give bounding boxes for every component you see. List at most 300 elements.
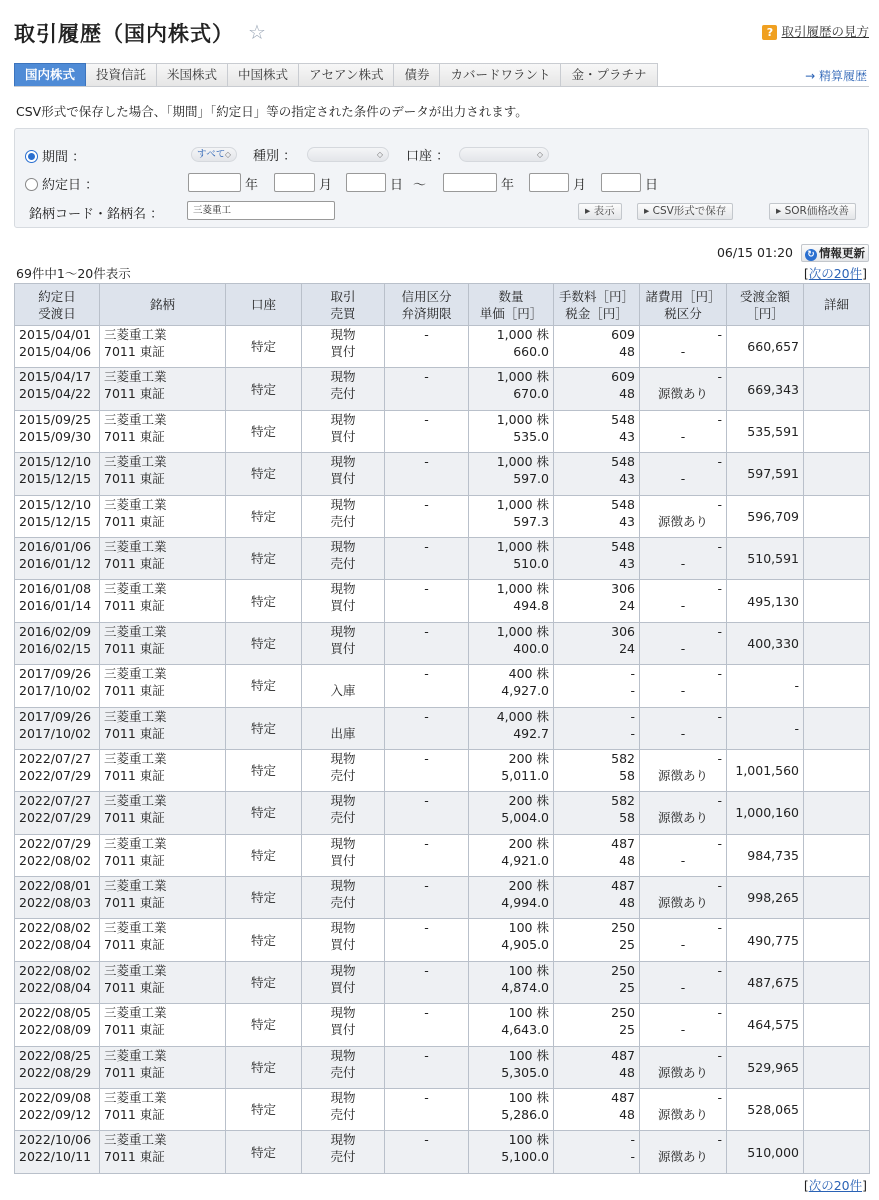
cell-line: 買付: [330, 852, 356, 868]
cell-line: 現物: [330, 1132, 356, 1148]
cell-line: -: [630, 666, 635, 682]
cell-line: 548: [611, 454, 635, 470]
cell-line: 7011 東証: [104, 555, 165, 571]
cell-line: -: [424, 1005, 429, 1021]
cell-trade: [302, 961, 385, 1003]
cell-line: 7011 東証: [104, 598, 165, 614]
cell-line: -: [717, 327, 722, 342]
cell-line: [385, 682, 468, 699]
cell-line: 現物: [330, 411, 356, 427]
cell-line: 2022/08/04: [19, 937, 92, 953]
range-tilde: 〜: [413, 178, 427, 193]
tab-gold-platinum[interactable]: 金・プラチナ: [561, 63, 657, 87]
cell-line: 25: [619, 937, 635, 953]
cell-dates: [15, 707, 100, 749]
cell-line: 100 株: [508, 920, 549, 936]
cell-credit: [385, 495, 469, 537]
cell-detail[interactable]: [804, 1089, 870, 1131]
cell-line: 源徴あり: [657, 1107, 708, 1123]
from-month-input[interactable]: [274, 173, 315, 192]
cell-line: 2017/10/02: [19, 725, 92, 741]
trade-history-table: [14, 283, 870, 1174]
cell-line: 2016/02/09: [19, 623, 92, 639]
cell-amount: 597,591: [727, 453, 804, 495]
to-month-input[interactable]: [529, 173, 569, 192]
trade-date-radio[interactable]: [25, 178, 38, 191]
csv-save-button[interactable]: [637, 203, 733, 220]
cell-credit: [385, 707, 469, 749]
cell-line: -: [424, 793, 429, 809]
cell-line: 25: [619, 1022, 635, 1038]
cell-line: 250: [611, 920, 635, 936]
refresh-button[interactable]: [801, 244, 869, 262]
cell-line: 100 株: [508, 1090, 549, 1106]
cell-security: [100, 707, 226, 749]
cell-line: 2022/07/29: [19, 810, 92, 826]
cell-line: 2016/01/08: [19, 581, 92, 597]
cell-detail[interactable]: [804, 749, 870, 791]
tab-bond[interactable]: 債券: [394, 63, 440, 87]
cell-credit: [385, 834, 469, 876]
cell-line: 現物: [330, 327, 356, 342]
day-label: 日: [645, 178, 659, 193]
cell-line: 買付: [330, 344, 356, 359]
cell-detail[interactable]: [804, 665, 870, 707]
cell-account: 特定: [226, 453, 302, 495]
cell-line: 三菱重工業: [104, 835, 167, 851]
cell-line: 7011 東証: [104, 1149, 165, 1165]
cell-account: 特定: [226, 665, 302, 707]
cell-fee: [554, 580, 640, 622]
cell-trade: [302, 622, 385, 664]
cell-security: [100, 877, 226, 919]
cell-line: [302, 708, 384, 725]
cell-fee: [554, 665, 640, 707]
cell-line: 100 株: [508, 1047, 549, 1063]
cell-line: -: [717, 793, 722, 809]
table-row: [15, 792, 870, 834]
chevron-icon: ◇: [376, 150, 383, 159]
cell-line: 609: [611, 327, 635, 342]
cell-dates: [15, 410, 100, 452]
cell-trade: [302, 792, 385, 834]
cell-detail[interactable]: [804, 1131, 870, 1173]
code-input[interactable]: 三菱重工: [187, 201, 335, 220]
cell-security: [100, 622, 226, 664]
cell-detail[interactable]: [804, 368, 870, 410]
trade-date-row: [25, 174, 98, 193]
cell-line: 100 株: [508, 1132, 549, 1148]
cell-line: [385, 555, 468, 572]
cell-dates: [15, 1089, 100, 1131]
cell-line: 2015/04/01: [19, 327, 92, 342]
table-row: [15, 919, 870, 961]
cell-account: 特定: [226, 495, 302, 537]
cell-other: [640, 961, 727, 1003]
to-year-input[interactable]: [443, 173, 497, 192]
cell-amount: 400,330: [727, 622, 804, 664]
cell-detail[interactable]: [804, 326, 870, 368]
show-button-label: 表示: [593, 205, 615, 217]
cell-line: 2016/01/12: [19, 555, 92, 571]
cell-trade: [302, 326, 385, 368]
cell-detail[interactable]: [804, 453, 870, 495]
cell-amount: -: [727, 707, 804, 749]
next-page-top: [次の20件]: [803, 266, 867, 281]
cell-line: 43: [619, 428, 635, 444]
cell-line: 2015/12/15: [19, 471, 92, 487]
cell-dates: [15, 834, 100, 876]
cell-line: -: [680, 1022, 686, 1038]
cell-other: [640, 792, 727, 834]
cell-credit: [385, 453, 469, 495]
cell-detail[interactable]: [804, 1046, 870, 1088]
cell-line: 4,927.0: [501, 683, 549, 699]
to-day-input[interactable]: [601, 173, 641, 192]
account-select[interactable]: [459, 147, 549, 162]
cell-credit: [385, 368, 469, 410]
cell-dates: [15, 877, 100, 919]
cell-other: [640, 919, 727, 961]
from-day-input[interactable]: [346, 173, 386, 192]
cell-detail[interactable]: [804, 537, 870, 579]
col-date: 約定日 受渡日: [15, 284, 100, 326]
table-row: [15, 580, 870, 622]
table-row: [15, 834, 870, 876]
cell-line: -: [717, 369, 722, 385]
cell-line: 現物: [330, 369, 356, 385]
cell-line: 1,000 株: [496, 369, 549, 385]
cell-detail[interactable]: [804, 622, 870, 664]
cell-account: 特定: [226, 919, 302, 961]
page-title: 取引履歴（国内株式）: [14, 22, 234, 46]
update-time: 06/15 01:20: [716, 245, 794, 260]
period-select[interactable]: [191, 147, 237, 162]
cell-detail[interactable]: [804, 495, 870, 537]
table-header: [15, 284, 870, 326]
cell-line: 7011 東証: [104, 344, 165, 359]
cell-line: 58: [619, 767, 635, 783]
cell-line: -: [424, 411, 429, 427]
cell-line: -: [717, 878, 722, 894]
next-page-link[interactable]: 次の20件: [808, 1178, 863, 1193]
cell-detail[interactable]: [804, 1004, 870, 1046]
cell-credit: [385, 749, 469, 791]
cell-line: 1,000 株: [496, 538, 549, 554]
cell-trade: [302, 1089, 385, 1131]
cell-security: [100, 537, 226, 579]
col-trade: 取引 売買: [302, 284, 385, 326]
csv-notice: CSV形式で保存した場合、「期間」「約定日」等の指定された条件のデータが出力されます。: [16, 104, 528, 119]
cell-line: 2022/08/01: [19, 878, 92, 894]
cell-qty: [469, 1046, 554, 1088]
cell-other: [640, 877, 727, 919]
type-label: 種別 ：: [253, 149, 297, 164]
table-row: [15, 537, 870, 579]
cell-qty: [469, 622, 554, 664]
search-form: [14, 128, 869, 228]
col-credit: 信用区分 弁済期限: [385, 284, 469, 326]
cell-line: -: [717, 708, 722, 724]
col-amount: 受渡金額 ［円］: [727, 284, 804, 326]
cell-security: [100, 326, 226, 368]
cell-line: -: [424, 496, 429, 512]
cell-detail[interactable]: [804, 792, 870, 834]
cell-line: 売付: [330, 555, 356, 571]
cell-line: 三菱重工業: [104, 538, 167, 554]
cell-amount: 669,343: [727, 368, 804, 410]
cell-line: 250: [611, 1005, 635, 1021]
col-fee: 手数料［円］ 税金［円］: [554, 284, 640, 326]
cell-line: -: [630, 1149, 635, 1165]
cell-line: 48: [619, 852, 635, 868]
cell-security: [100, 919, 226, 961]
cell-line: 100 株: [508, 962, 549, 978]
cell-line: 7011 東証: [104, 1064, 165, 1080]
cell-other: [640, 580, 727, 622]
cell-line: 487: [611, 1047, 635, 1063]
help-link[interactable]: [762, 22, 869, 40]
cell-line: 1,000 株: [496, 411, 549, 427]
cell-line: 買付: [330, 937, 356, 953]
cell-line: 三菱重工業: [104, 1090, 167, 1106]
cell-dates: [15, 495, 100, 537]
cell-line: 2022/09/08: [19, 1090, 92, 1106]
cell-qty: [469, 707, 554, 749]
cell-line: 三菱重工業: [104, 1047, 167, 1063]
cell-amount: 510,000: [727, 1131, 804, 1173]
cell-line: 7011 東証: [104, 810, 165, 826]
cell-detail[interactable]: [804, 919, 870, 961]
cell-detail[interactable]: [804, 580, 870, 622]
play-icon: ▸: [776, 205, 785, 217]
period-radio[interactable]: [25, 150, 38, 163]
cell-line: 売付: [330, 1107, 356, 1123]
cell-account: 特定: [226, 877, 302, 919]
cell-other: [640, 495, 727, 537]
cell-credit: [385, 580, 469, 622]
cell-line: 現物: [330, 1047, 356, 1063]
cell-trade: [302, 368, 385, 410]
tab-domestic-stock[interactable]: 国内株式: [14, 63, 86, 87]
table-row: [15, 1004, 870, 1046]
cell-credit: [385, 792, 469, 834]
cell-credit: [385, 537, 469, 579]
cell-line: [385, 470, 468, 487]
cell-security: [100, 1089, 226, 1131]
cell-line: 買付: [330, 428, 356, 444]
cell-line: [302, 665, 384, 682]
show-button[interactable]: [578, 203, 622, 220]
cell-credit: [385, 326, 469, 368]
cell-qty: [469, 665, 554, 707]
cell-line: 2022/08/04: [19, 979, 92, 995]
cell-line: -: [424, 1090, 429, 1106]
table-row: [15, 326, 870, 368]
cell-line: 582: [611, 750, 635, 766]
cell-security: [100, 1131, 226, 1173]
tab-us-stock[interactable]: 米国株式: [157, 63, 228, 87]
cell-line: -: [630, 683, 635, 699]
cell-qty: [469, 1004, 554, 1046]
cell-line: 58: [619, 810, 635, 826]
cell-fee: [554, 622, 640, 664]
cell-dates: [15, 453, 100, 495]
cell-line: 現物: [330, 538, 356, 554]
sor-button[interactable]: [769, 203, 856, 220]
cell-line: [385, 385, 468, 402]
cell-line: 5,100.0: [501, 1149, 549, 1165]
cell-line: -: [680, 640, 686, 656]
cell-line: 2017/10/02: [19, 683, 92, 699]
table-row: [15, 453, 870, 495]
table-row: [15, 1046, 870, 1088]
table-row: [15, 368, 870, 410]
cell-dates: [15, 919, 100, 961]
cell-line: -: [424, 878, 429, 894]
col-other: 諸費用［円］ 税区分: [640, 284, 727, 326]
cell-detail[interactable]: [804, 877, 870, 919]
cell-fee: [554, 834, 640, 876]
cell-line: 548: [611, 496, 635, 512]
cell-line: 25: [619, 979, 635, 995]
cell-account: 特定: [226, 1004, 302, 1046]
cell-line: 2022/08/02: [19, 852, 92, 868]
code-label: 銘柄コード・銘柄名 ：: [29, 207, 164, 222]
cell-line: -: [717, 962, 722, 978]
cell-line: 200 株: [508, 878, 549, 894]
cell-line: 三菱重工業: [104, 454, 167, 470]
cell-line: 7011 東証: [104, 767, 165, 783]
cell-qty: [469, 792, 554, 834]
cell-dates: [15, 326, 100, 368]
cell-line: [385, 640, 468, 657]
star-icon[interactable]: ☆: [248, 20, 266, 44]
cell-dates: [15, 368, 100, 410]
cell-line: 現物: [330, 750, 356, 766]
cell-line: 2022/08/05: [19, 1005, 92, 1021]
settlement-history-link[interactable]: → 精算履歴: [805, 69, 867, 83]
question-icon: ?: [762, 25, 777, 40]
cell-line: -: [717, 1090, 722, 1106]
cell-credit: [385, 877, 469, 919]
cell-account: 特定: [226, 1046, 302, 1088]
cell-security: [100, 368, 226, 410]
month-label: 月: [319, 178, 333, 193]
cell-line: [385, 1148, 468, 1165]
cell-line: 2022/07/27: [19, 793, 92, 809]
tab-covered-warrant[interactable]: カバードワラント: [440, 63, 561, 87]
cell-account: 特定: [226, 537, 302, 579]
type-select[interactable]: [307, 147, 389, 162]
cell-line: 2022/08/02: [19, 920, 92, 936]
cell-line: 510.0: [513, 555, 549, 571]
cell-line: 2022/08/29: [19, 1064, 92, 1080]
cell-security: [100, 410, 226, 452]
table-row: [15, 1131, 870, 1173]
table-row: [15, 665, 870, 707]
cell-line: 7011 東証: [104, 428, 165, 444]
next-page-link[interactable]: 次の20件: [808, 266, 863, 281]
cell-line: -: [717, 920, 722, 936]
cell-line: -: [717, 1005, 722, 1021]
cell-line: 現物: [330, 1005, 356, 1021]
cell-line: 7011 東証: [104, 386, 165, 402]
cell-line: 670.0: [513, 386, 549, 402]
cell-line: 三菱重工業: [104, 327, 167, 342]
cell-other: [640, 453, 727, 495]
cell-line: 48: [619, 386, 635, 402]
cell-line: -: [630, 725, 635, 741]
cell-account: 特定: [226, 792, 302, 834]
cell-fee: [554, 495, 640, 537]
tab-china-stock[interactable]: 中国株式: [228, 63, 299, 87]
cell-detail[interactable]: [804, 961, 870, 1003]
cell-line: [385, 513, 468, 530]
cell-line: -: [424, 327, 429, 342]
cell-dates: [15, 665, 100, 707]
cell-trade: [302, 749, 385, 791]
cell-qty: [469, 453, 554, 495]
cell-line: 7011 東証: [104, 895, 165, 911]
cell-credit: [385, 961, 469, 1003]
cell-line: 現物: [330, 793, 356, 809]
cell-line: 源徴あり: [657, 1149, 708, 1165]
cell-amount: 984,735: [727, 834, 804, 876]
cell-line: 三菱重工業: [104, 793, 167, 809]
cell-line: 400.0: [513, 640, 549, 656]
cell-detail[interactable]: [804, 834, 870, 876]
tab-asean-stock[interactable]: アセアン株式: [299, 63, 394, 87]
cell-line: 源徴あり: [657, 767, 708, 783]
cell-trade: [302, 495, 385, 537]
cell-fee: [554, 326, 640, 368]
table-row: [15, 410, 870, 452]
cell-line: 7011 東証: [104, 640, 165, 656]
cell-line: -: [717, 750, 722, 766]
cell-line: 4,000 株: [496, 708, 549, 724]
cell-line: -: [630, 1132, 635, 1148]
cell-line: 2016/01/06: [19, 538, 92, 554]
cell-detail[interactable]: [804, 707, 870, 749]
cell-trade: [302, 707, 385, 749]
next-page-bottom: [次の20件]: [803, 1178, 867, 1193]
cell-line: 2022/07/29: [19, 835, 92, 851]
cell-dates: [15, 961, 100, 1003]
cell-line: -: [424, 750, 429, 766]
from-year-input[interactable]: [188, 173, 241, 192]
tab-divider: [14, 86, 869, 87]
cell-line: 売付: [330, 513, 356, 529]
cell-line: 5,011.0: [501, 767, 549, 783]
tab-investment-trust[interactable]: 投資信託: [86, 63, 157, 87]
cell-line: 三菱重工業: [104, 962, 167, 978]
cell-qty: [469, 495, 554, 537]
cell-line: 三菱重工業: [104, 411, 167, 427]
cell-other: [640, 1046, 727, 1088]
cell-qty: [469, 919, 554, 961]
cell-line: 660.0: [513, 344, 549, 359]
cell-line: 492.7: [513, 725, 549, 741]
cell-detail[interactable]: [804, 410, 870, 452]
cell-line: 609: [611, 369, 635, 385]
cell-line: 三菱重工業: [104, 708, 167, 724]
cell-credit: [385, 1004, 469, 1046]
cell-line: 548: [611, 538, 635, 554]
cell-line: 4,994.0: [501, 895, 549, 911]
cell-line: [385, 852, 468, 869]
period-label: 期間 ：: [42, 150, 86, 165]
